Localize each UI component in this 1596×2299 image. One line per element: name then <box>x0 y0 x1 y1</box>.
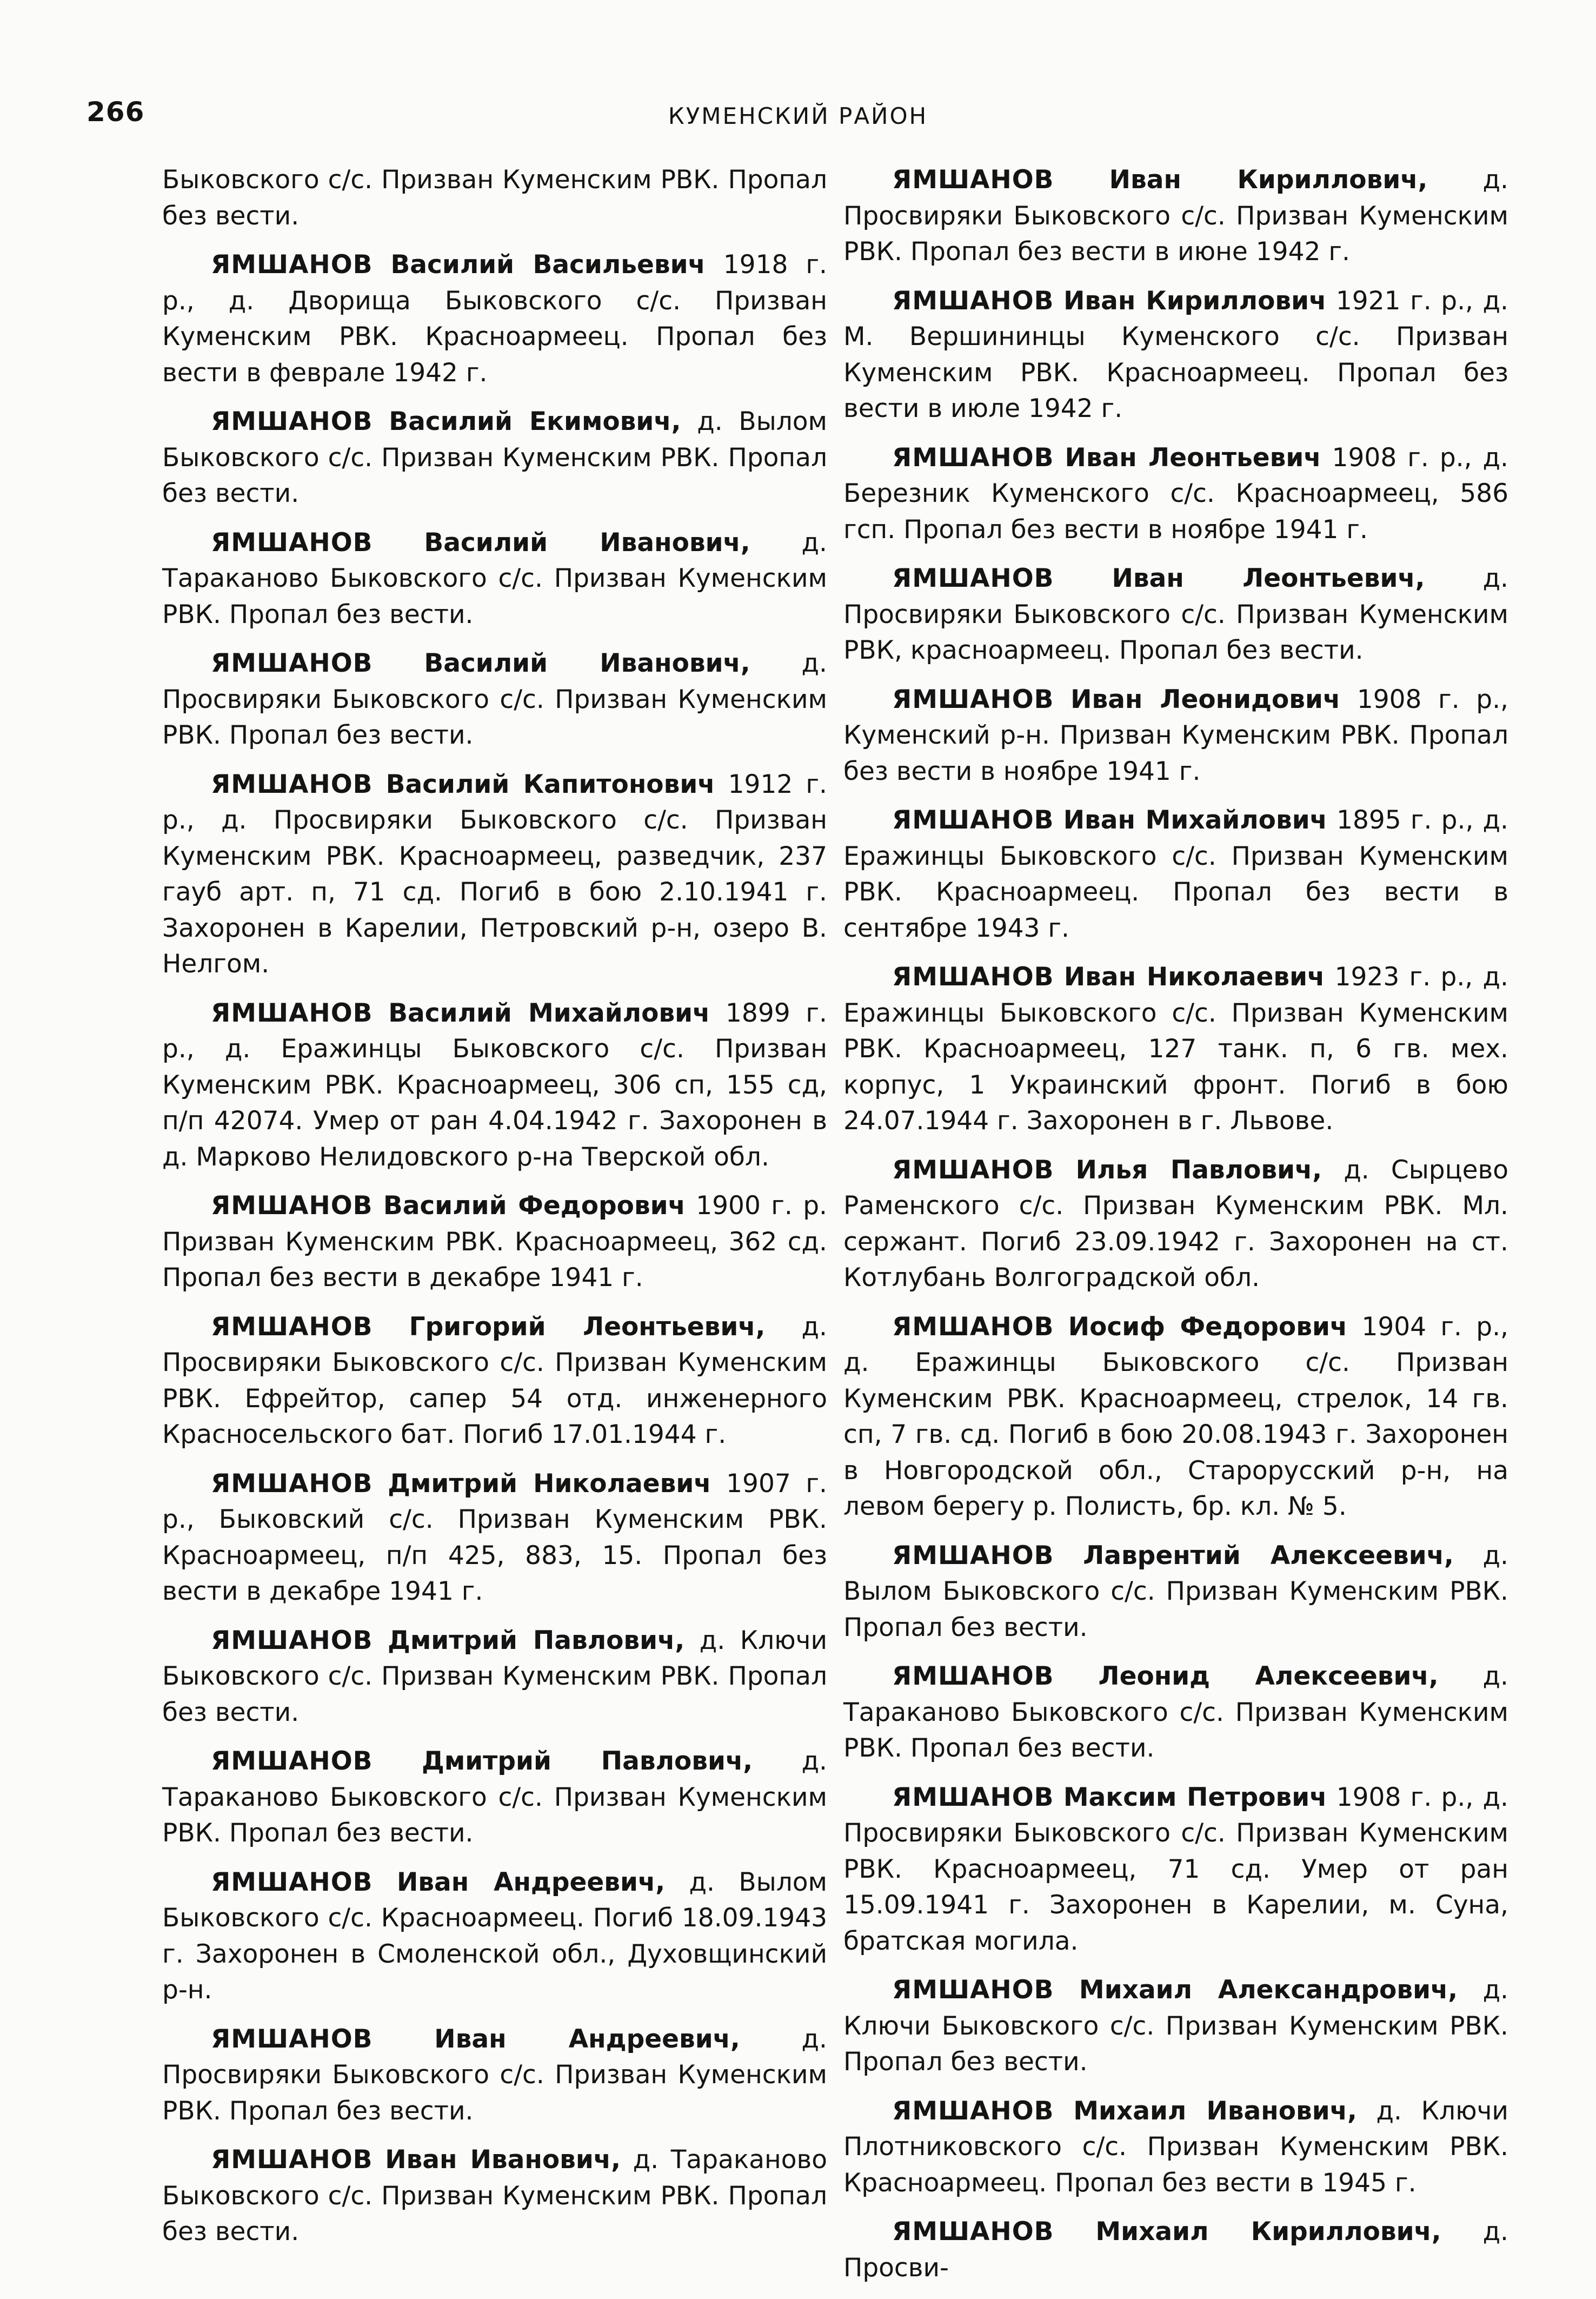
entry-given-name: Леонид Алексеевич, <box>1098 1661 1439 1691</box>
entry-surname: ЯМШАНОВ <box>892 1155 1054 1185</box>
entry-text: д. Просвиряки Быковского с/с. Призван Куменским РВК. Пропал без вести в июне 1942 г. <box>843 165 1508 267</box>
entry-right-column-11 <box>843 1780 1508 1960</box>
entry-text: д. Просвиряки Быковского с/с. Призван Куменским РВК, красноармеец. Пропал без вести. <box>843 564 1508 665</box>
entry-surname: ЯМШАНОВ <box>892 2096 1054 2126</box>
entry-left-column-8 <box>162 1309 827 1453</box>
entry-right-column-10 <box>843 1659 1508 1767</box>
entry-given-name: Максим Петрович <box>1063 1782 1327 1812</box>
entry-text: д. Просвиряки Быковского с/с. Призван Куменским РВК. Пропал без вести. <box>162 648 827 750</box>
entry-left-column-11 <box>162 1744 827 1852</box>
entry-text: 1899 г. р., д. Еражинцы Быковского с/с. Призван Куменским РВК. Красноармеец, 306 сп, 155 сд, п/п 42074. Умер от ран 4.04.1942 г. Захоронен в д. Марково Нелидовского р-на Тверской обл. <box>162 998 827 1172</box>
entry-left-column-9 <box>162 1466 827 1610</box>
entry-text: 1908 г. р., д. Березник Куменского с/с. Красноармеец, 586 гсп. Пропал без вести в ноябре 1941 г. <box>843 442 1508 545</box>
entry-text: д. Ключи Быковского с/с. Призван Куменским РВК. Пропал без вести. <box>843 1975 1508 2077</box>
entry-surname: ЯМШАНОВ <box>892 1975 1054 2005</box>
entry-text: 1908 г. р., Куменский р-н. Призван Куменским РВК. Пропал без вести в ноябре 1941 г. <box>843 684 1508 786</box>
entry-surname: ЯМШАНОВ <box>211 250 373 280</box>
left-column <box>162 162 827 2263</box>
entry-right-column-3 <box>843 561 1508 669</box>
entry-left-column-14 <box>162 2142 827 2250</box>
entry-text: д. Тараканово Быковского с/с. Призван Куменским РВК. Пропал без вести. <box>843 1661 1508 1763</box>
entry-given-name: Михаил Александрович, <box>1079 1975 1458 2005</box>
entry-given-name: Василий Екимович, <box>389 407 681 436</box>
entry-text: 1923 г. р., д. Еражинцы Быковского с/с. Призван Куменским РВК. Красноармеец, 127 танк. п, 6 гв. мех. корпус, 1 Украинский фронт. Погиб в бою 24.07.1944 г. Захоронен в г. Львове. <box>843 962 1508 1136</box>
entry-left-column-1 <box>162 247 827 391</box>
entry-surname: ЯМШАНОВ <box>892 805 1054 835</box>
entry-surname: ЯМШАНОВ <box>892 442 1054 473</box>
entry-given-name: Иван Иванович, <box>385 2145 621 2175</box>
entry-surname: ЯМШАНОВ <box>211 2145 373 2175</box>
entry-surname: ЯМШАНОВ <box>211 998 373 1028</box>
entry-surname: ЯМШАНОВ <box>892 286 1054 316</box>
entry-left-column-13 <box>162 2022 827 2130</box>
entry-given-name: Иван Андреевич, <box>434 2024 740 2054</box>
entry-right-column-12 <box>843 1972 1508 2081</box>
entry-text: д. Тараканово Быковского с/с. Призван Куменским РВК. Пропал без вести. <box>162 2145 827 2247</box>
entry-given-name: Иосиф Федорович <box>1068 1311 1348 1342</box>
entry-surname: ЯМШАНОВ <box>211 1867 373 1897</box>
entry-right-column-8 <box>843 1309 1508 1525</box>
entry-given-name: Дмитрий Николаевич <box>388 1468 711 1499</box>
entry-surname: ЯМШАНОВ <box>211 1746 373 1776</box>
entry-surname: ЯМШАНОВ <box>211 2024 373 2054</box>
entry-surname: ЯМШАНОВ <box>892 165 1054 195</box>
entry-left-column-6 <box>162 996 827 1176</box>
entry-given-name: Василий Васильевич <box>390 250 706 280</box>
entry-given-name: Лаврентий Алексеевич, <box>1083 1540 1454 1571</box>
entry-surname: ЯМШАНОВ <box>211 1468 373 1499</box>
entry-given-name: Василий Капитонович <box>385 769 715 799</box>
entry-surname: ЯМШАНОВ <box>211 1311 373 1342</box>
entry-given-name: Иван Николаевич <box>1063 962 1325 992</box>
entry-surname: ЯМШАНОВ <box>211 769 373 799</box>
entry-surname: ЯМШАНОВ <box>892 1540 1054 1571</box>
entry-text: д. Просвиряки Быковского с/с. Призван Куменским РВК. Пропал без вести. <box>162 2024 827 2126</box>
entry-given-name: Василий Михайлович <box>388 998 710 1028</box>
entry-text: д. Вылом Быковского с/с. Красноармеец. Погиб 18.09.1943 г. Захоронен в Смоленской обл., Духовщинский р-н. <box>162 1867 827 2005</box>
entry-given-name: Григорий Леонтьевич, <box>409 1311 766 1342</box>
entry-surname: ЯМШАНОВ <box>892 1782 1054 1812</box>
entry-given-name: Илья Павлович, <box>1075 1155 1322 1185</box>
entry-text: 1895 г. р., д. Еражинцы Быковского с/с. Призван Куменским РВК. Красноармеец. Пропал без вести в сентябре 1943 г. <box>843 805 1508 943</box>
entry-given-name: Иван Андреевич, <box>396 1867 666 1897</box>
entry-given-name: Иван Кириллович, <box>1109 165 1428 195</box>
entry-right-column-5 <box>843 803 1508 946</box>
entry-text: д. Тараканово Быковского с/с. Призван Куменским РВК. Пропал без вести. <box>162 1746 827 1848</box>
entry-left-column-3 <box>162 525 827 633</box>
entry-given-name: Иван Кириллович <box>1063 286 1327 316</box>
entry-right-column-0 <box>843 162 1508 270</box>
entry-given-name: Михаил Иванович, <box>1073 2096 1357 2126</box>
entry-given-name: Василий Федорович <box>383 1191 686 1221</box>
running-title: КУМЕНСКИЙ РАЙОН <box>668 103 928 129</box>
entry-text: д. Вылом Быковского с/с. Призван Куменским РВК. Пропал без вести. <box>162 407 827 508</box>
entry-left-column-5 <box>162 767 827 983</box>
entry-right-column-9 <box>843 1538 1508 1646</box>
entry-text: Быковского с/с. Призван Куменским РВК. Пропал без вести. <box>162 165 827 231</box>
entry-left-column-4 <box>162 646 827 754</box>
entry-text: 1921 г. р., д. М. Вершининцы Куменского с/с. Призван Куменским РВК. Красноармеец. Пропал без вести в июле 1942 г. <box>843 286 1508 423</box>
entry-text: д. Ключи Быковского с/с. Призван Куменским РВК. Пропал без вести. <box>162 1625 827 1727</box>
entry-text: 1900 г. р. Призван Куменским РВК. Красноармеец, 362 сд. Пропал без вести в декабре 1941 г. <box>162 1191 827 1293</box>
entry-right-column-13 <box>843 2093 1508 2202</box>
entry-left-column-7 <box>162 1188 827 1296</box>
page-number: 266 <box>87 96 145 128</box>
entry-left-column-2 <box>162 404 827 512</box>
entry-text: 1918 г. р., д. Дворища Быковского с/с. Призван Куменским РВК. Красноармеец. Пропал без вести в феврале 1942 г. <box>162 250 827 388</box>
entry-surname: ЯМШАНОВ <box>892 1311 1054 1342</box>
entry-given-name: Иван Михайлович <box>1063 805 1327 835</box>
entry-surname: ЯМШАНОВ <box>211 527 373 558</box>
entry-text: 1908 г. р., д. Просвиряки Быковского с/с. Призван Куменским РВК. Красноармеец, 71 сд. Умер от ран 15.09.1941 г. Захоронен в Карелии, м. Суна, братская могила. <box>843 1782 1508 1956</box>
entry-left-column-10 <box>162 1623 827 1731</box>
entry-left-column-0 <box>162 162 827 234</box>
entry-text: д. Сырцево Раменского с/с. Призван Куменским РВК. Мл. сержант. Погиб 23.09.1942 г. Захоронен на ст. Котлубань Волгоградской обл. <box>843 1155 1508 1293</box>
entry-given-name: Иван Леонтьевич, <box>1112 564 1425 593</box>
entry-right-column-7 <box>843 1152 1508 1296</box>
entry-given-name: Василий Иванович, <box>424 648 750 678</box>
entry-surname: ЯМШАНОВ <box>892 1661 1054 1691</box>
entry-left-column-12 <box>162 1865 827 2009</box>
entry-given-name: Михаил Кириллович, <box>1095 2217 1441 2247</box>
entry-given-name: Василий Иванович, <box>424 527 750 558</box>
entry-right-column-6 <box>843 959 1508 1139</box>
entry-surname: ЯМШАНОВ <box>211 1191 373 1221</box>
entry-text: 1912 г. р., д. Просвиряки Быковского с/с. Призван Куменским РВК. Красноармеец, разведчик, 237 гауб арт. п, 71 сд. Погиб в бою 2.10.1941 г. Захоронен в Карелии, Петровский р-н, озеро В. Нелгом. <box>162 769 827 979</box>
entry-given-name: Иван Леонтьевич <box>1065 442 1321 473</box>
entry-text: д. Просвиряки Быковского с/с. Призван Куменским РВК. Ефрейтор, сапер 54 отд. инженерного Красносельского бат. Погиб 17.01.1944 г. <box>162 1311 827 1449</box>
entry-surname: ЯМШАНОВ <box>892 564 1054 593</box>
entry-text: д. Ключи Плотниковского с/с. Призван Куменским РВК. Красноармеец. Пропал без вести в 1945 г. <box>843 2096 1508 2198</box>
right-column <box>843 162 1508 2299</box>
entry-given-name: Дмитрий Павлович, <box>388 1625 685 1655</box>
entry-text: д. Вылом Быковского с/с. Призван Куменским РВК. Пропал без вести. <box>843 1540 1508 1642</box>
entry-surname: ЯМШАНОВ <box>211 407 373 436</box>
entry-text: д. Тараканово Быковского с/с. Призван Куменским РВК. Пропал без вести. <box>162 527 827 630</box>
entry-surname: ЯМШАНОВ <box>892 962 1054 992</box>
entry-given-name: Дмитрий Павлович, <box>421 1746 753 1776</box>
entry-text: 1907 г. р., Быковский с/с. Призван Куменским РВК. Красноармеец, п/п 425, 883, 15. Пропал без вести в декабре 1941 г. <box>162 1468 827 1606</box>
entry-text: д. Просви- <box>843 2217 1508 2283</box>
entry-right-column-14 <box>843 2214 1508 2286</box>
entry-given-name: Иван Леонидович <box>1070 684 1341 714</box>
entry-surname: ЯМШАНОВ <box>892 684 1054 714</box>
entry-right-column-2 <box>843 440 1508 548</box>
entry-right-column-4 <box>843 682 1508 790</box>
entry-text: 1904 г. р., д. Еражинцы Быковского с/с. Призван Куменским РВК. Красноармеец, стрелок, 14 гв. сп, 7 гв. сд. Погиб в бою 20.08.1943 г. Захоронен в Новгородской обл., Старорусский р-н, на левом берегу р. Полисть, бр. кл. № 5. <box>843 1311 1508 1521</box>
entry-right-column-1 <box>843 283 1508 427</box>
entry-surname: ЯМШАНОВ <box>892 2217 1054 2247</box>
entry-surname: ЯМШАНОВ <box>211 648 373 678</box>
entry-surname: ЯМШАНОВ <box>211 1625 373 1655</box>
